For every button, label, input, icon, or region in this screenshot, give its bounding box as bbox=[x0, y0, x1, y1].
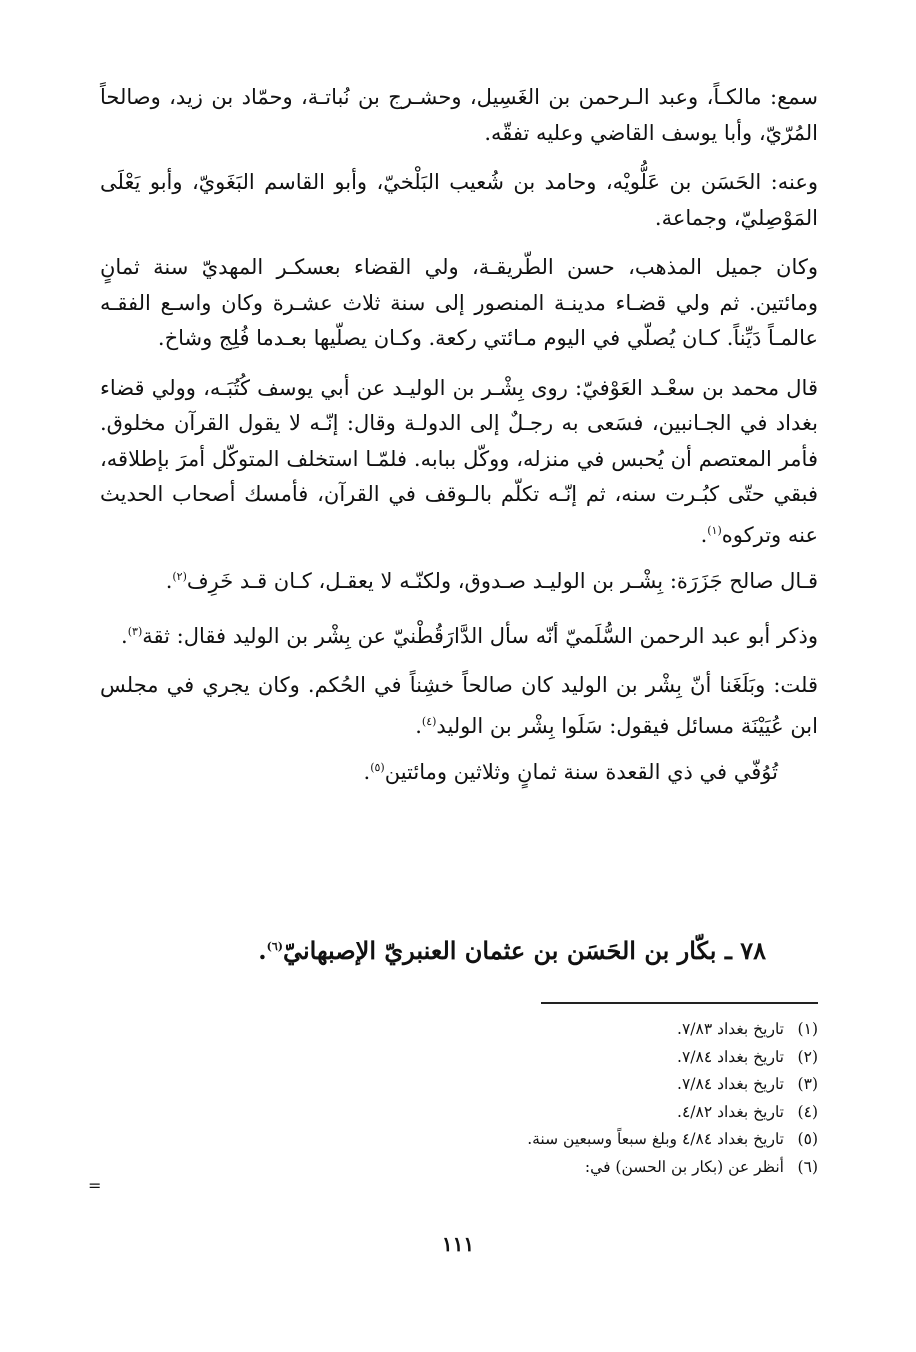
paragraph-author-note: قلت: وبَلَغَنا أنّ بِشْر بن الوليد كان صالحاً خشِناً في الحُكم. وكان يجري في مجلس ابن عُيَيْنَة مسائل فيقول: سَلَوا بِشْر بن الوليد$^{(٤)}$. bbox=[100, 673, 818, 738]
footnote-text: تاريخ بغداد ٤/٨٤ وبلغ سبعاً وسبعين سنة. bbox=[527, 1130, 784, 1148]
paragraph-awfi-report: قال محمد بن سعْـد العَوْفيّ: روى بِشْـر بن الوليـد عن أبي يوسف كُتُبَـه، وولي قضاء بغداد في الجـانبين، فسَعى به رجـلٌ إلى الدولـة وقال: إنّـه لا يقول القرآن مخلوق. فأمر المعتصم أن يُحبس في منزله، ووكّل ببابه. فلمّـا استخلف المتوكّل أمرَ بإطلاقه، فبقي حتّى كبُـرت سنه، ثم إنّـه تكلّم بالـوقف في القرآن، فأمسك أصحاب الحديث عنه وتركوه$^{(١)}$. bbox=[100, 375, 818, 547]
footnote-ref: (٣) bbox=[127, 624, 143, 638]
footnote-item bbox=[527, 1044, 818, 1072]
paragraph-daraqutni-report: وذكر أبو عبد الرحمن السُّلَميّ أنّه سأل الدَّارَقُطْنيّ عن بِشْر بن الوليد فقال: ثقة$^{(٣)}$. bbox=[121, 623, 818, 648]
footnote-text: تاريخ بغداد ٧/٨٤. bbox=[677, 1047, 784, 1066]
paragraph-teachers: سمع: مالكـاً، وعبد الـرحمن بن الغَسِيل، وحشـرج بن نُباتـة، وحمّاد بن زيد، وصالحاً المُرّيّ، وأبا يوسف القاضي وعليه تفقّه. bbox=[100, 85, 818, 145]
page-number: ١١١ bbox=[441, 1232, 475, 1256]
paragraph-students: وعنه: الحَسَن بن عَلُّويْه، وحامد بن شُعيب البَلْخيّ، وأبو القاسم البَغَويّ، وأبو يَعْلَى المَوْصِليّ، وجماعة. bbox=[100, 170, 818, 230]
footnote-ref: (١) bbox=[707, 523, 722, 537]
footnote-item bbox=[527, 1154, 818, 1182]
main-text bbox=[100, 80, 818, 805]
footnote-text: تاريخ بغداد ٤/٨٢. bbox=[677, 1102, 784, 1121]
footnote-text: تاريخ بغداد ٧/٨٤. bbox=[677, 1075, 784, 1093]
footnote-text: تاريخ بغداد ٧/٨٣. bbox=[677, 1020, 784, 1038]
paragraph-death-date: تُوُفّي في ذي القعدة سنة ثمانٍ وثلاثين ومائتين$^{(٥)}$. bbox=[363, 760, 778, 784]
footnote-ref: (٥) bbox=[370, 761, 385, 774]
footnote-number: (٢) bbox=[797, 1047, 818, 1066]
footnote-ref: (٢) bbox=[172, 570, 187, 583]
footnotes bbox=[527, 1016, 818, 1181]
footnote-item bbox=[527, 1016, 818, 1044]
footnote-number: (٥) bbox=[797, 1130, 818, 1148]
footnote-text: أنظر عن (بكار بن الحسن) في: bbox=[584, 1157, 784, 1176]
footnote-number: (٣) bbox=[797, 1075, 818, 1093]
footnote-item bbox=[527, 1071, 818, 1099]
footnote-number: (٤) bbox=[797, 1102, 818, 1121]
footnote-ref: (٤) bbox=[421, 714, 437, 728]
footnote-item bbox=[527, 1126, 818, 1154]
footnote-ref: (٦) bbox=[266, 940, 283, 953]
footnote-number: (٦) bbox=[797, 1157, 818, 1176]
footnote-item bbox=[527, 1099, 818, 1127]
paragraph-jazara-report: قـال صالح جَزَرَة: بِشْـر بن الوليـد صـدوق، ولكنّـه لا يعقـل، كـان قـد خَرِف$^{(٢)}$. bbox=[165, 569, 818, 593]
paragraph-career: وكان جميل المذهب، حسن الطّريقـة، ولي القضاء بعسكـر المهديّ سنة ثمانٍ ومائتين. ثم ولي قضـاء مدينـة المنصور إلى سنة ثلاث عشـرة وكان واسـع الفقـه عالمـاً دَيِّناً. كـان يُصلّي في اليوم مـائتي ركعة. وكـان يصلّيها بعـدما فُلِج وشاخ. bbox=[100, 255, 818, 350]
continuation-mark: = bbox=[88, 1176, 102, 1195]
footnote-divider bbox=[541, 1002, 818, 1004]
footnote-number: (١) bbox=[797, 1020, 818, 1038]
entry-heading: ٧٨ ـ بكّار بن الحَسَن بن عثمان العنبريّ الإصبهانيّ$^{(٦)}$. bbox=[258, 936, 766, 965]
